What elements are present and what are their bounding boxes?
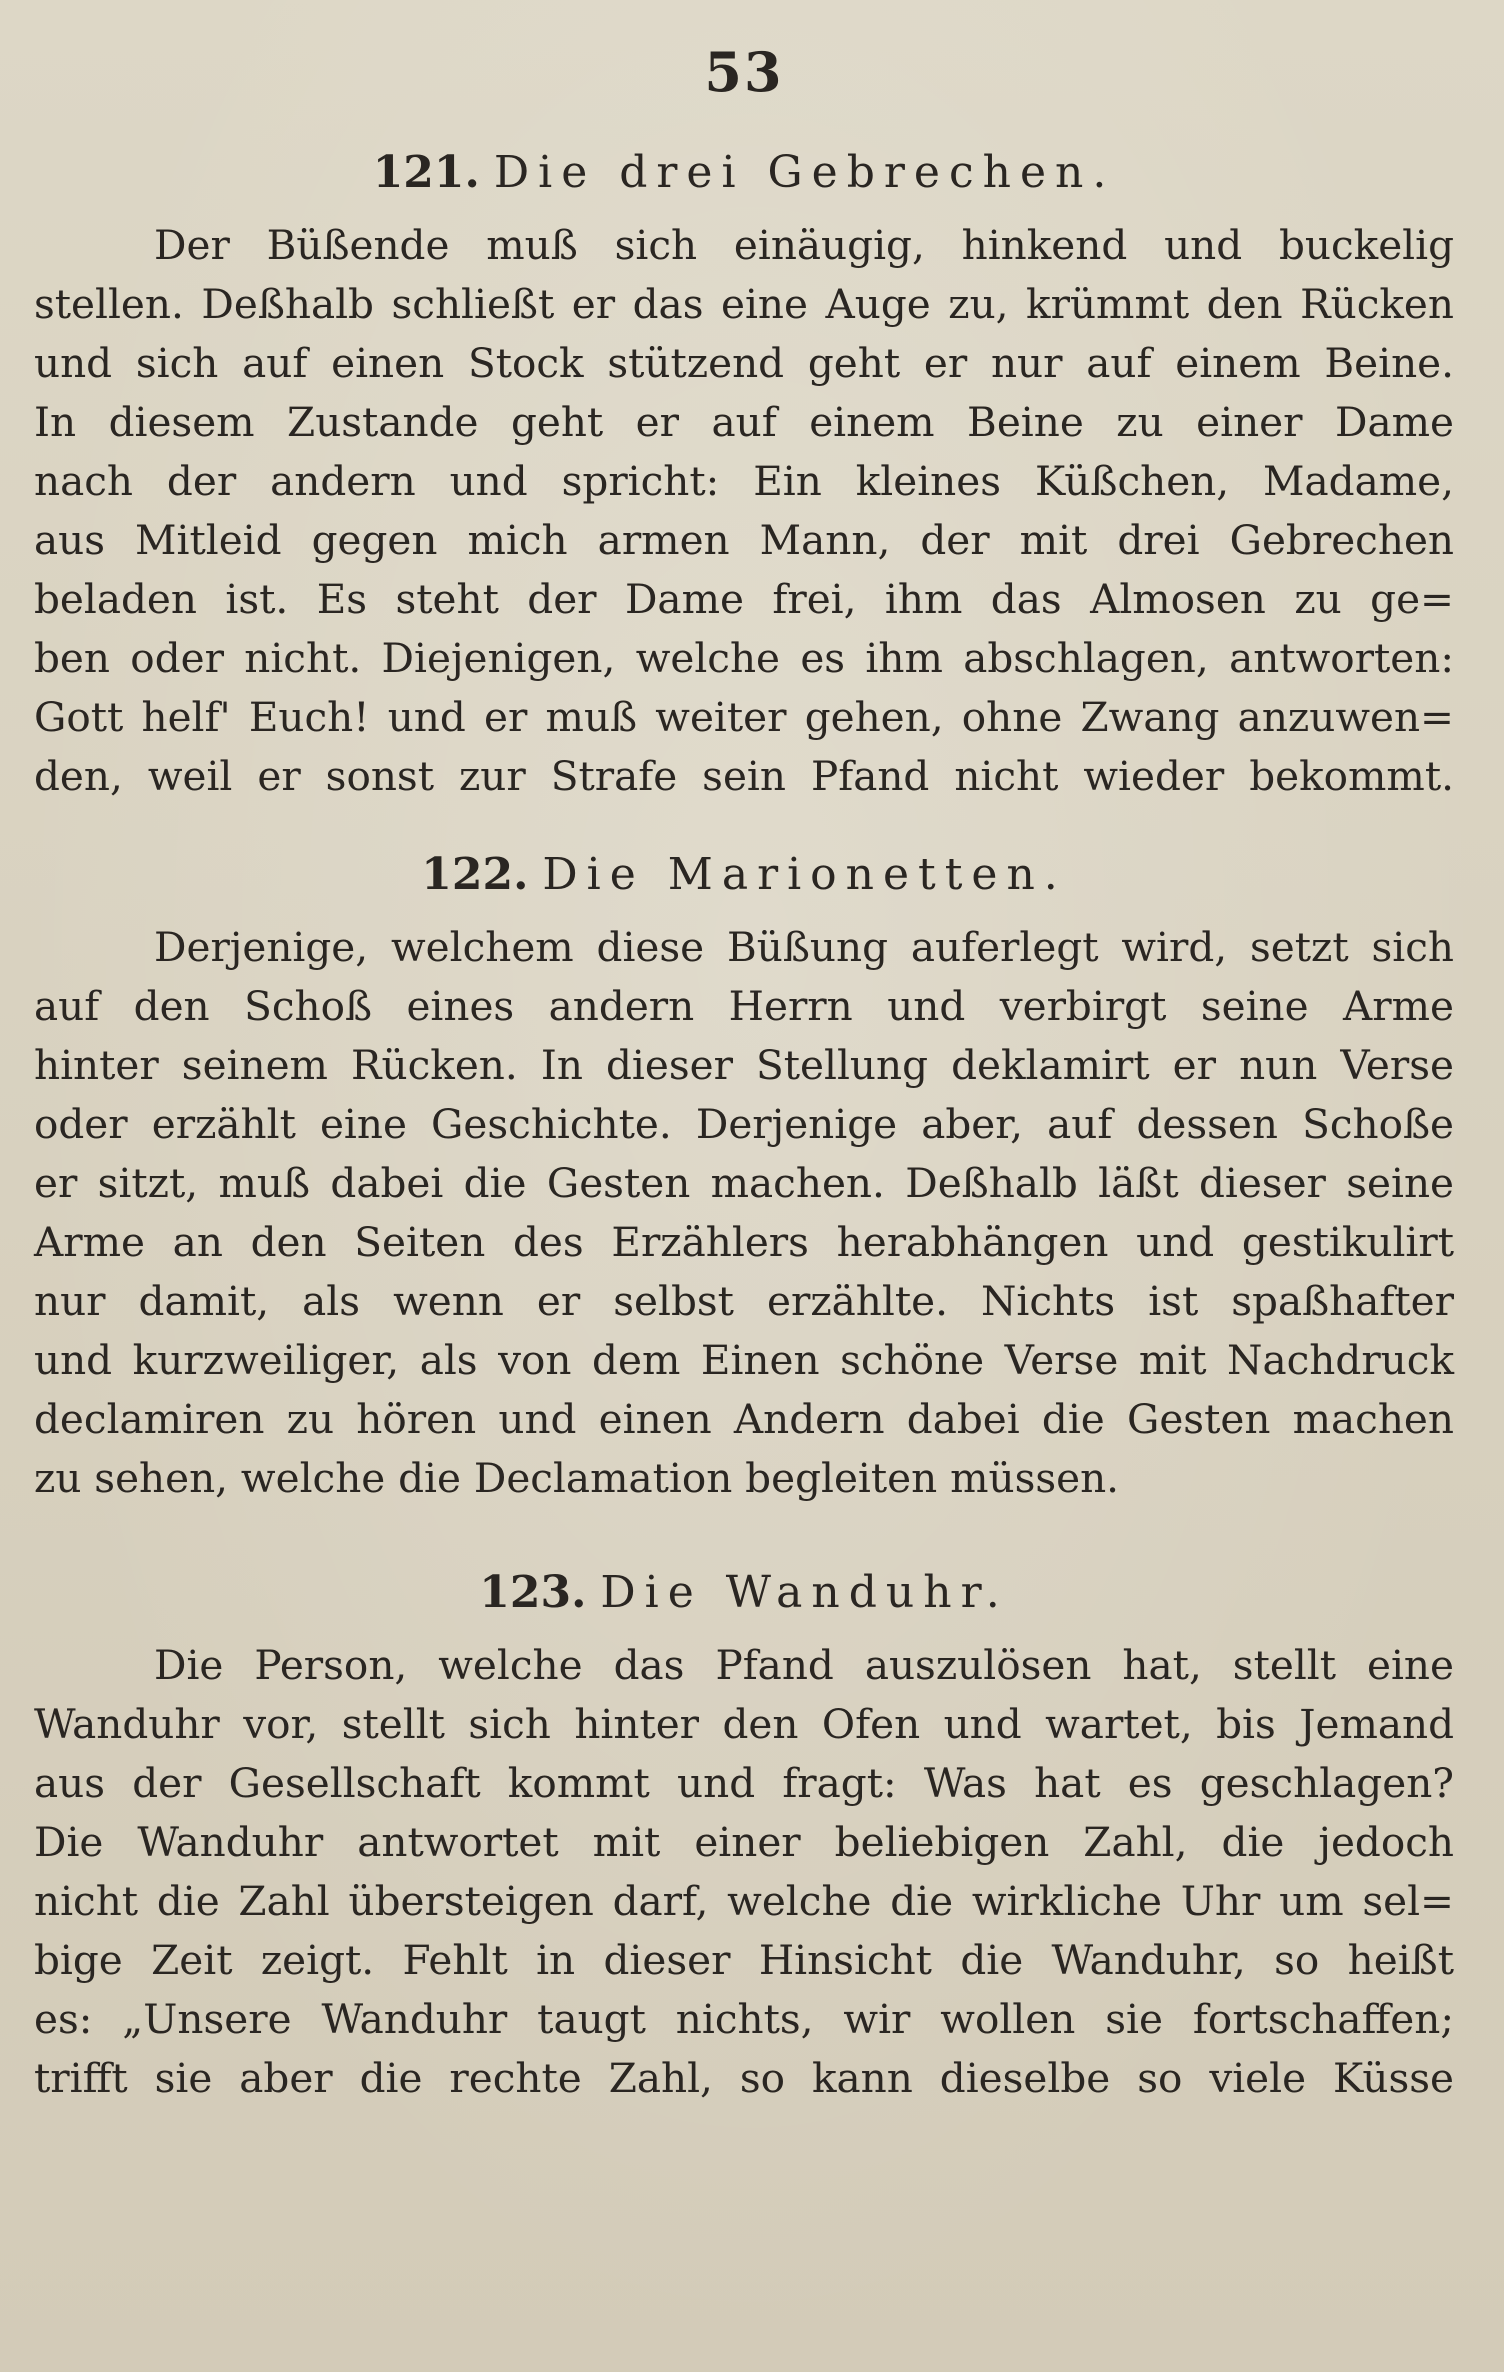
text-line: nur damit, als wenn er selbst erzählte. Nichts ist spaßhafter xyxy=(34,1277,1454,1325)
section-title: Die Wanduhr. xyxy=(600,1567,1009,1618)
text-line: auf den Schoß eines andern Herrn und verbirgt seine Arme xyxy=(34,982,1454,1030)
text-line: zu sehen, welche die Declamation begleiten müssen. xyxy=(34,1454,1120,1502)
section-title: Die Marionetten. xyxy=(542,849,1067,900)
text-line: declamiren zu hören und einen Andern dabei die Gesten machen xyxy=(34,1395,1454,1443)
text-line: und kurzweiliger, als von dem Einen schöne Verse mit Nachdruck xyxy=(34,1336,1454,1384)
section-paragraph xyxy=(34,1636,1454,2108)
section-paragraph xyxy=(34,216,1454,806)
text-line: bige Zeit zeigt. Fehlt in dieser Hinsicht die Wanduhr, so heißt xyxy=(34,1936,1454,1984)
section-number: 123. xyxy=(479,1567,587,1618)
text-line: nicht die Zahl übersteigen darf, welche die wirkliche Uhr um sel= xyxy=(34,1877,1454,1925)
text-line: aus Mitleid gegen mich armen Mann, der mit drei Gebrechen xyxy=(34,516,1454,564)
text-line: Gott helf' Euch! und er muß weiter gehen, ohne Zwang anzuwen= xyxy=(34,693,1454,741)
section-title: Die drei Gebrechen. xyxy=(493,147,1116,198)
text-line: trifft sie aber die rechte Zahl, so kann dieselbe so viele Küsse xyxy=(34,2054,1454,2102)
text-line: er sitzt, muß dabei die Gesten machen. Deßhalb läßt dieser seine xyxy=(34,1159,1454,1207)
text-line: In diesem Zustande geht er auf einem Beine zu einer Dame xyxy=(34,398,1454,446)
text-line: stellen. Deßhalb schließt er das eine Auge zu, krümmt den Rücken xyxy=(34,280,1454,328)
text-line: und sich auf einen Stock stützend geht er nur auf einem Beine. xyxy=(34,339,1454,387)
text-line: aus der Gesellschaft kommt und fragt: Was hat es geschlagen? xyxy=(34,1759,1454,1807)
text-line: ben oder nicht. Diejenigen, welche es ihm abschlagen, antworten: xyxy=(34,634,1454,682)
text-line: Derjenige, welchem diese Büßung auferlegt wird, setzt sich xyxy=(154,923,1454,971)
section-paragraph xyxy=(34,918,1454,1508)
text-line: den, weil er sonst zur Strafe sein Pfand nicht wieder bekommt. xyxy=(34,752,1454,800)
text-line: Der Büßende muß sich einäugig, hinkend und buckelig xyxy=(154,221,1454,269)
section-122 xyxy=(34,846,1454,1508)
section-number: 122. xyxy=(421,849,529,900)
section-heading xyxy=(34,846,1454,904)
text-line: Die Wanduhr antwortet mit einer beliebigen Zahl, die jedoch xyxy=(34,1818,1454,1866)
text-line: es: „Unsere Wanduhr taugt nichts, wir wollen sie fortschaffen; xyxy=(34,1995,1454,2043)
text-line: Die Person, welche das Pfand auszulösen hat, stellt eine xyxy=(154,1641,1454,1689)
page-number: 53 xyxy=(704,40,784,104)
text-line: hinter seinem Rücken. In dieser Stellung deklamirt er nun Verse xyxy=(34,1041,1454,1089)
text-line: nach der andern und spricht: Ein kleines Küßchen, Madame, xyxy=(34,457,1454,505)
section-number: 121. xyxy=(372,147,480,198)
text-line: Arme an den Seiten des Erzählers herabhängen und gestikulirt xyxy=(34,1218,1454,1266)
text-line: Wanduhr vor, stellt sich hinter den Ofen und wartet, bis Jemand xyxy=(34,1700,1454,1748)
section-heading xyxy=(34,1564,1454,1622)
section-123 xyxy=(34,1564,1454,2108)
section-121 xyxy=(34,144,1454,806)
section-heading xyxy=(34,144,1454,202)
text-line: beladen ist. Es steht der Dame frei, ihm das Almosen zu ge= xyxy=(34,575,1454,623)
text-line: oder erzählt eine Geschichte. Derjenige aber, auf dessen Schoße xyxy=(34,1100,1454,1148)
